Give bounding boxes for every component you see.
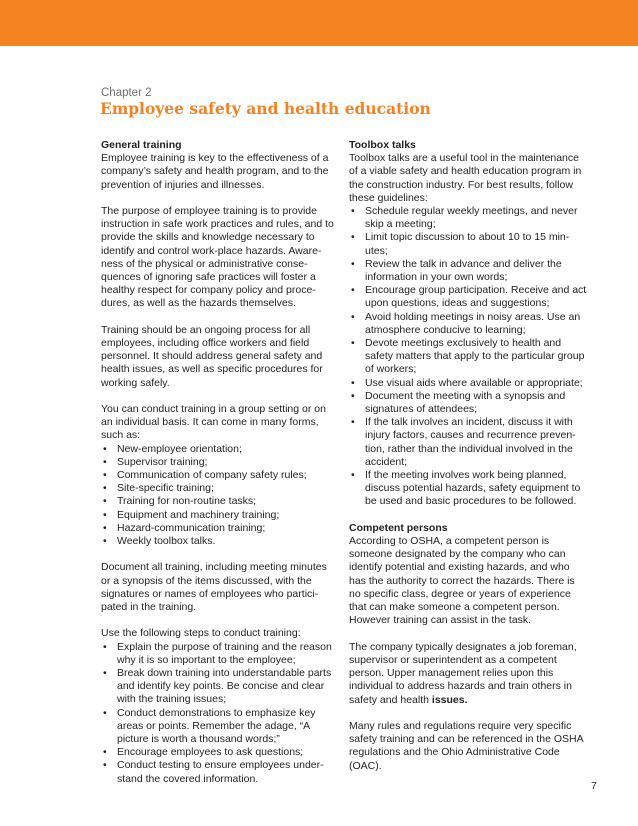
training-steps-list [101, 641, 338, 786]
list-item: • Hazard-communication training; [101, 522, 338, 535]
list-item: • Avoid holding meetings in noisy areas. Use an atmosphere conducive to learning; [349, 311, 587, 337]
training-forms-list [101, 443, 338, 549]
paragraph-text: The company typically designates a job foreman, supervisor or superintendent as a competent person. Upper management relies upon this individual to address hazards and train others in safety and health [349, 640, 577, 706]
list-item: • Weekly toolbox talks. [101, 535, 338, 548]
paragraph: The purpose of employee training is to provide instruction in safe work practices and rules, and to provide the skills and knowledge necessary to identify and control work-place hazards. Aware-ness of the physical or administrative conse-quences of ignoring safe practices will foster a healthy respect for company policy and proce-dures, as well as the hazards themselves. [101, 205, 334, 310]
paragraph: Toolbox talks are a useful tool in the maintenance of a viable safety and health education program in the construction industry. For best results, follow these guidelines: [349, 152, 582, 204]
toolbox-guidelines-list [349, 205, 587, 509]
paragraph: Many rules and regulations require very specific safety training and can be referenced in the OSHA regulations and the Ohio Administrative Code (OAC). [349, 719, 584, 772]
list-item: • Encourage group participation. Receive and act upon questions, ideas and suggestions; [349, 284, 587, 310]
competent-persons-heading: Competent persons [349, 521, 448, 534]
list-item: • Limit topic discussion to about 10 to 15 min-utes; [349, 231, 587, 257]
paragraph: Use the following steps to conduct training: [101, 627, 301, 640]
paragraph-bold-text: issues. [431, 693, 468, 706]
list-item: • Equipment and machinery training; [101, 509, 338, 522]
list-item: • Schedule regular weekly meetings, and never skip a meeting; [349, 205, 587, 231]
list-item: • Supervisor training; [101, 456, 338, 469]
list-item: • Site-specific training; [101, 482, 338, 495]
paragraph: According to OSHA, a competent person is someone designated by the company who can identify potential and existing hazards, and who has the authority to correct the hazards. There is no specific class, degree or years of experience that can make someone a competent person. However training can assist in the task. [349, 535, 575, 627]
page-number: 7 [591, 780, 597, 792]
general-training-heading: General training [101, 139, 182, 151]
list-item: • If the talk involves an incident, discuss it with injury factors, causes and recurrence preven-tion, rather than the individual involved in the accident; [349, 416, 587, 469]
paragraph: Training should be an ongoing process for all employees, including office workers and field personnel. It should address general safety and health issues, as well as specific procedures for working safely. [101, 323, 323, 389]
list-item: • Communication of company safety rules; [101, 469, 338, 482]
paragraph [349, 641, 587, 707]
paragraph: Employee training is key to the effectiveness of a company’s safety and health program, and to the prevention of injuries and illnesses. [101, 152, 329, 191]
list-item: • Break down training into understandable parts and identify key points. Be concise and clear with the training issues; [101, 667, 338, 707]
list-item: • Training for non-routine tasks; [101, 495, 338, 508]
left-column [101, 139, 338, 786]
list-item: • Conduct testing to ensure employees under-stand the covered information. [101, 759, 338, 785]
list-item: • Encourage employees to ask questions; [101, 746, 338, 759]
chapter-label: Chapter 2 [101, 87, 152, 99]
list-item: • Use visual aids where available or appropriate; [349, 377, 587, 390]
list-item: • Conduct demonstrations to emphasize key areas or points. Remember the adage, “A picture is worth a thousand words;” [101, 707, 338, 747]
paragraph: You can conduct training in a group setting or on an individual basis. It can come in many forms, such as: [101, 403, 326, 442]
toolbox-talks-heading: Toolbox talks [349, 139, 416, 151]
chapter-title: Employee safety and health education [100, 99, 431, 118]
list-item: • Devote meetings exclusively to health and safety matters that apply to the particular group of workers; [349, 337, 587, 377]
paragraph: Document all training, including meeting minutes or a synopsis of the items discussed, with the signatures or names of employees who partici-pated in the training. [101, 561, 327, 614]
list-item: • Document the meeting with a synopsis and signatures of attendees; [349, 390, 587, 416]
list-item: • New-employee orientation; [101, 443, 338, 456]
list-item: • Explain the purpose of training and the reason why it is so important to the employee; [101, 641, 338, 667]
header-band [0, 0, 638, 46]
list-item: • Review the talk in advance and deliver the information in your own words; [349, 258, 587, 284]
list-item: • If the meeting involves work being planned, discuss potential hazards, safety equipment to be used and basic procedures to be followed. [349, 469, 587, 509]
right-column [349, 139, 587, 773]
